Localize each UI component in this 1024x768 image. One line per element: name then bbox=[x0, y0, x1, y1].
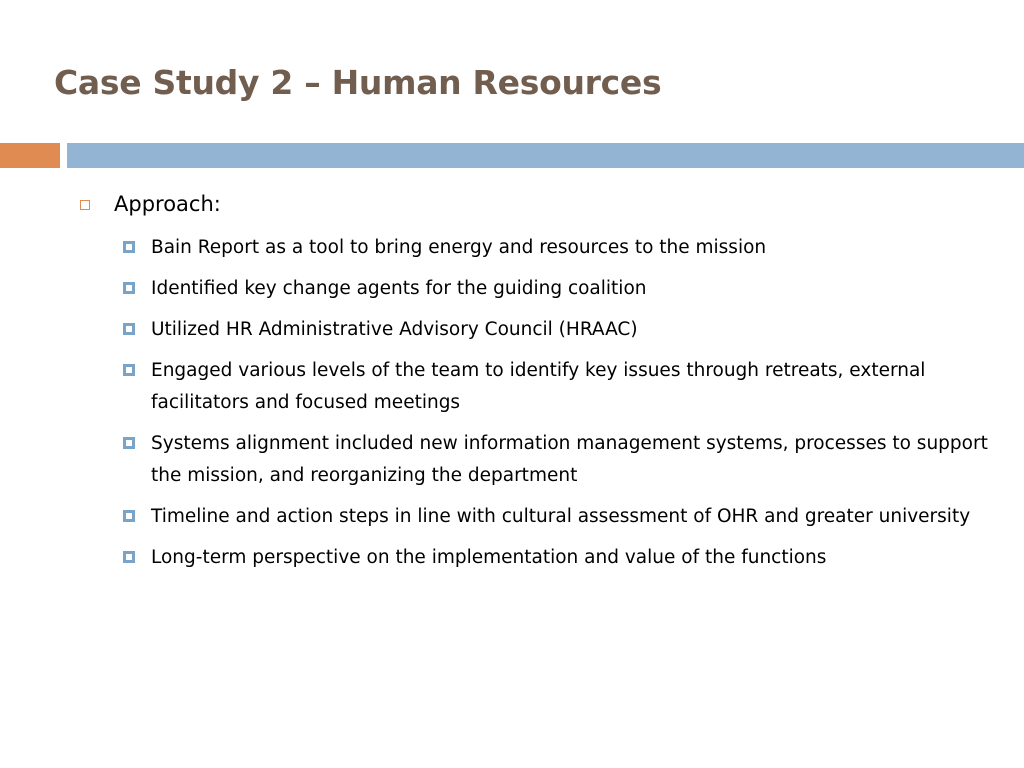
list-item bbox=[123, 314, 1003, 346]
list-item-text: Long-term perspective on the implementation and value of the functions bbox=[151, 547, 827, 568]
list-item bbox=[123, 355, 1003, 419]
square-bullet-icon bbox=[123, 551, 135, 563]
list-item bbox=[123, 232, 1003, 264]
square-bullet-icon bbox=[123, 364, 135, 376]
list-item-text: Bain Report as a tool to bring energy and resources to the mission bbox=[151, 237, 767, 258]
square-bullet-icon bbox=[123, 323, 135, 335]
hollow-square-bullet-icon bbox=[80, 200, 90, 210]
square-bullet-icon bbox=[123, 437, 135, 449]
list-item-text: Engaged various levels of the team to identify key issues through retreats, external facilitators and focused meetings bbox=[151, 360, 926, 413]
approach-sub-list bbox=[123, 232, 1003, 583]
list-item-text: Systems alignment included new information management systems, processes to support the mission, and reorganizing the department bbox=[151, 433, 988, 486]
list-item bbox=[123, 273, 1003, 305]
list-item bbox=[123, 542, 1003, 574]
approach-bullet bbox=[80, 189, 221, 219]
list-item bbox=[123, 428, 1003, 492]
list-item bbox=[123, 501, 1003, 533]
square-bullet-icon bbox=[123, 282, 135, 294]
page-title: Case Study 2 – Human Resources bbox=[54, 63, 662, 102]
approach-label: Approach: bbox=[114, 192, 221, 216]
square-bullet-icon bbox=[123, 510, 135, 522]
list-item-text: Timeline and action steps in line with cultural assessment of OHR and greater university bbox=[151, 506, 971, 527]
list-item-text: Utilized HR Administrative Advisory Council (HRAAC) bbox=[151, 319, 638, 340]
list-item-text: Identified key change agents for the guiding coalition bbox=[151, 278, 647, 299]
square-bullet-icon bbox=[123, 241, 135, 253]
